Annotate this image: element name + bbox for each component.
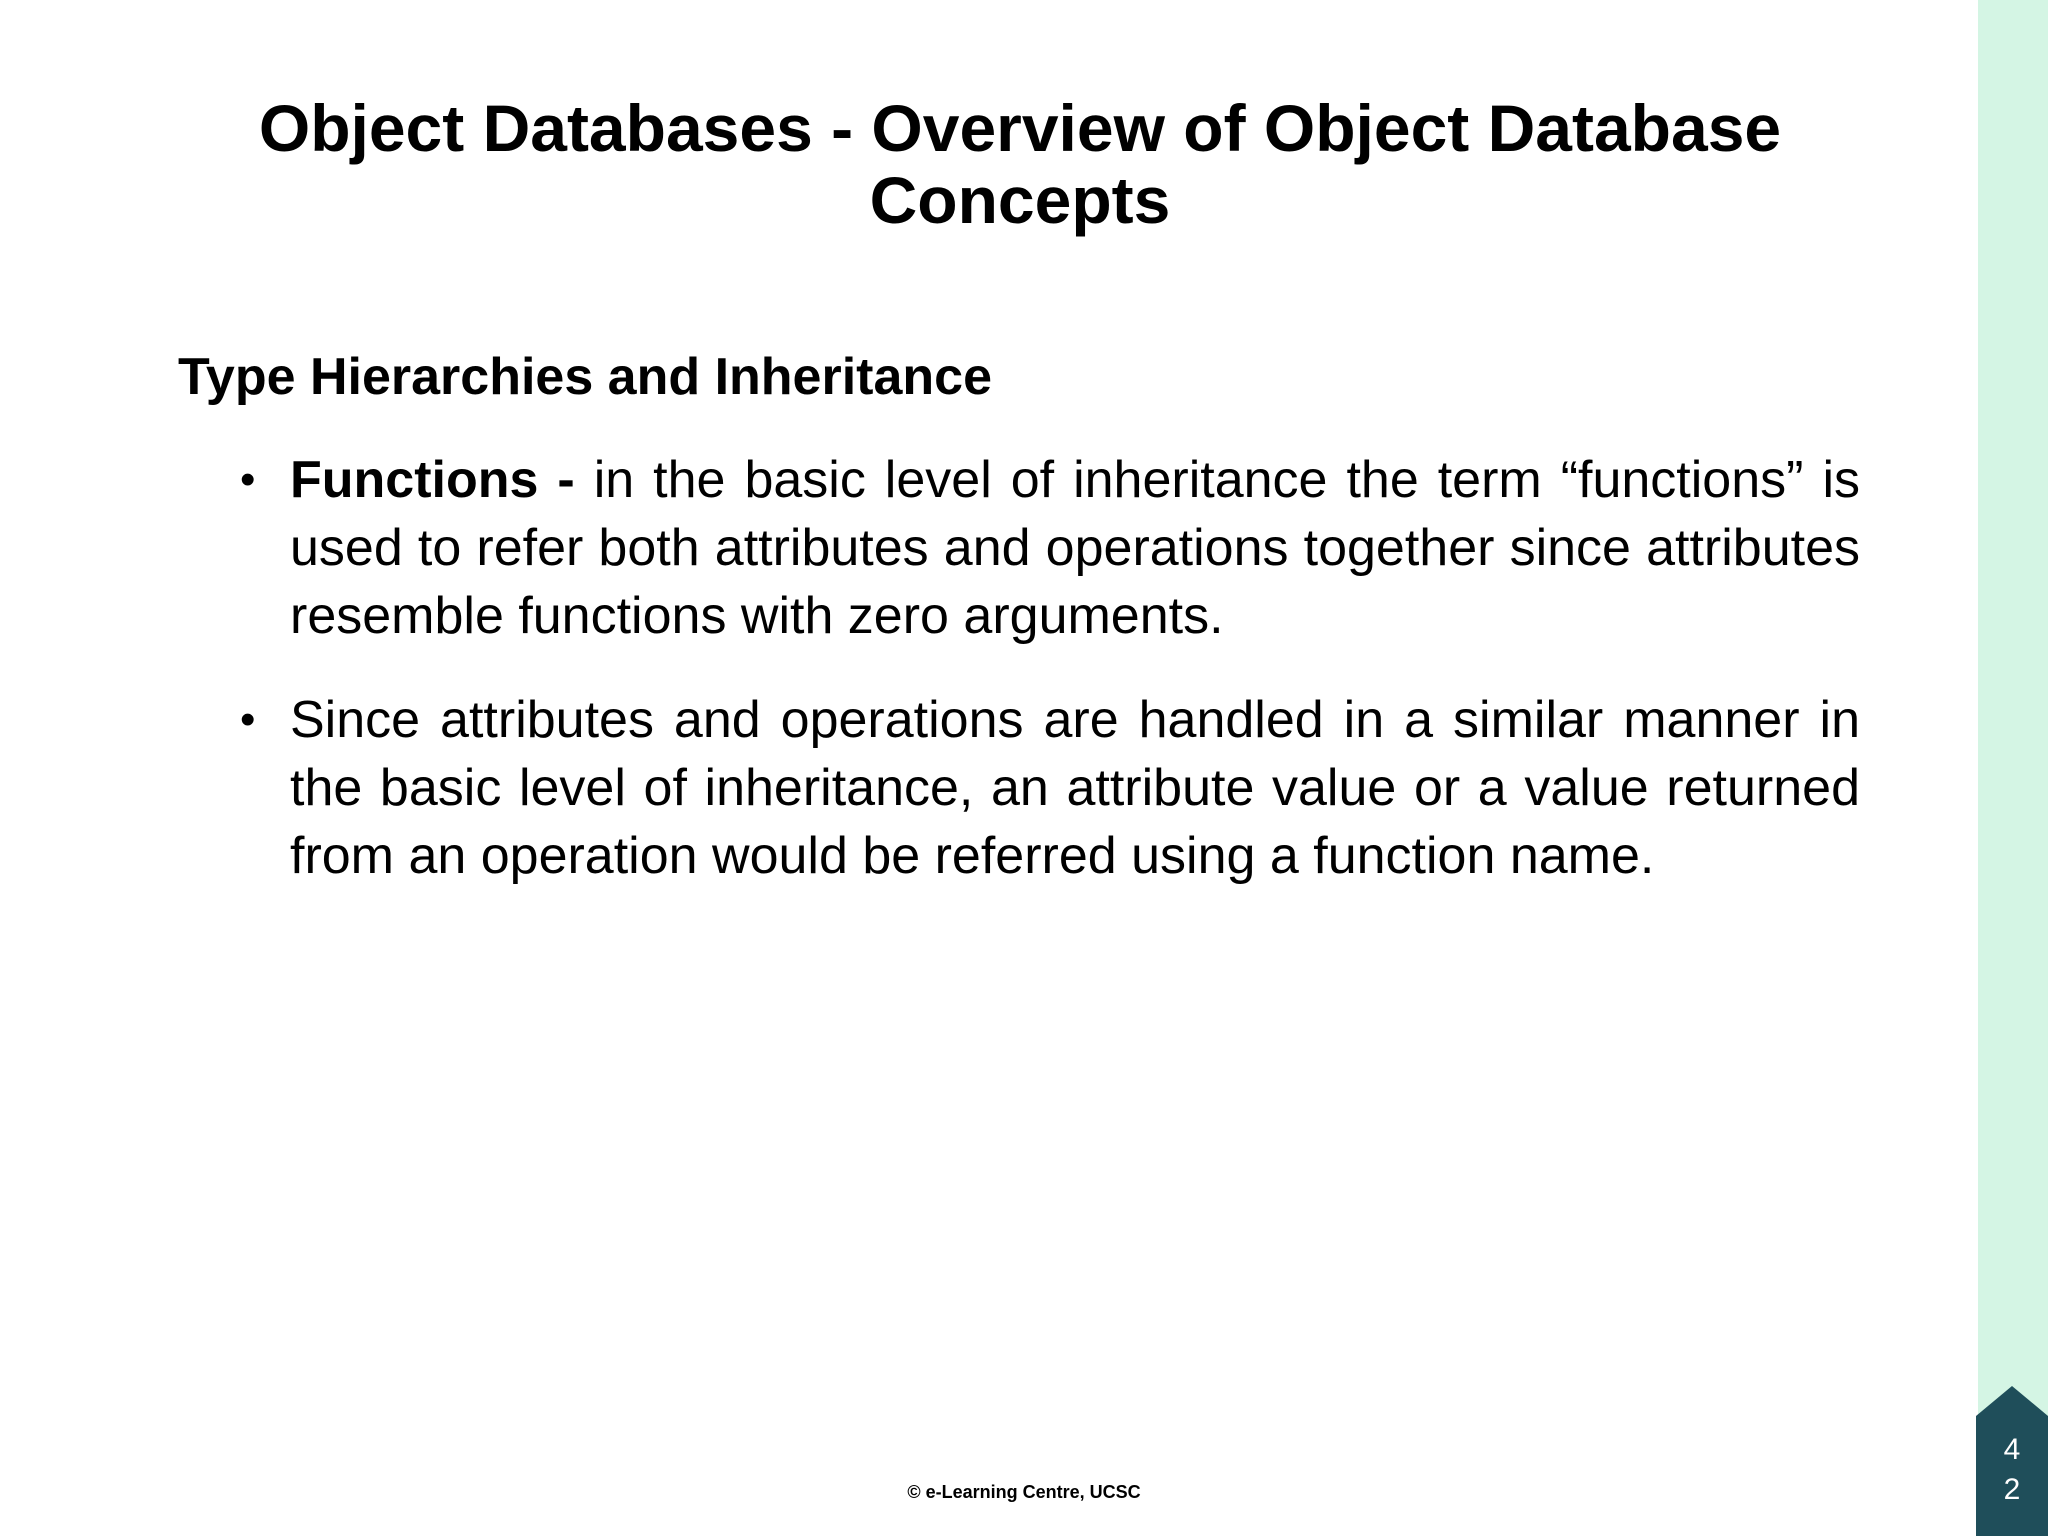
bullet-icon: • [240,695,256,744]
bullet-item-functions [240,446,1861,650]
bullet-item-attributes [240,686,1860,890]
bullet-term: Functions - [290,451,575,509]
page-number-badge [1976,1386,2048,1536]
bullet-text: Since attributes and operations are handled in a similar manner in the basic level of inheritance, an attribute value or a value returned from an operation would be referred using a function name. [290,691,1860,885]
bullet-icon: • [240,455,256,504]
footer-copyright: © e-Learning Centre, UCSC [907,1482,1141,1502]
bullet-text: in the basic level of inheritance the term “functions” is used to refer both attributes and operations together since attributes resemble functions with zero arguments. [290,451,1861,645]
side-band [1978,0,2048,1536]
page-number-digit: 2 [2003,1473,2021,1506]
bullet-list [240,446,1861,926]
page-number [1976,1430,2048,1510]
slide-title: Object Databases - Overview of Object Database Concepts [258,91,1782,237]
section-heading: Type Hierarchies and Inheritance [178,348,992,406]
page-number-digit: 4 [2003,1433,2021,1466]
